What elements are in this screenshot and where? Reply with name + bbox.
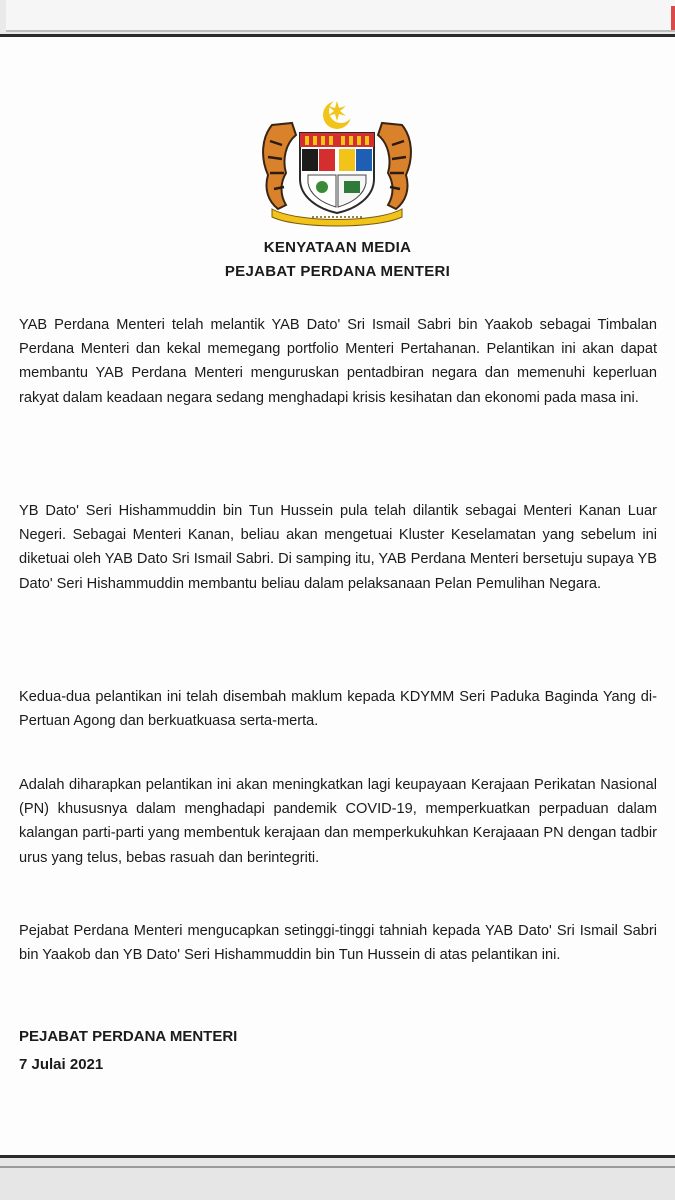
- press-release-document: [0, 34, 675, 1158]
- signature-date: 7 Julai 2021: [19, 1056, 104, 1073]
- coat-of-arms-icon: [252, 97, 422, 229]
- title-office: PEJABAT PERDANA MENTERI: [224, 263, 451, 280]
- paragraph-3: Kedua-dua pelantikan ini telah disembah maklum kepada KDYMM Seri Paduka Baginda Yang di-Pertuan Agong dan berkuatkuasa serta-merta.: [19, 689, 657, 730]
- bottom-bar-line: [0, 1166, 675, 1168]
- signature-office: PEJABAT PERDANA MENTERI: [19, 1028, 238, 1045]
- top-bar-edge: [6, 0, 675, 32]
- paragraph-2: YB Dato' Seri Hishammuddin bin Tun Hussein pula telah dilantik sebagai Menteri Kanan Luar Negeri. Sebagai Menteri Kanan, beliau akan mengetuai Kluster Keselamatan yang sebelum ini diketuai oleh YAB Dato Sri Ismail Sabri. Di samping itu, YAB Perdana Menteri bersetuju supaya YB Dato' Seri Hishammuddin membantu beliau dalam pelaksanaan Pelan Pemulihan Negara.: [19, 503, 657, 592]
- paragraph-4: Adalah diharapkan pelantikan ini akan meningkatkan lagi keupayaan Kerajaan Perikatan Nasional (PN) khususnya dalam menghadapi pandemik COVID-19, memperkuatkan perpaduan dalam kalangan parti-parti yang membentuk kerajaan dan memperkukuhkan Kerajaaan PN dengan tadbir urus yang telus, bebas rasuah dan berintegriti.: [19, 777, 657, 866]
- paragraph-5: Pejabat Perdana Menteri mengucapkan setinggi-tinggi tahniah kepada YAB Dato' Sri Ismail Sabri bin Yaakob dan YB Dato' Seri Hishammuddin bin Tun Hussein di atas pelantikan ini.: [19, 923, 657, 964]
- title-media-statement: KENYATAAN MEDIA: [263, 239, 412, 256]
- paragraph-1: YAB Perdana Menteri telah melantik YAB Dato' Sri Ismail Sabri bin Yaakob sebagai Timbalan Perdana Menteri dan kekal memegang portfolio Menteri Pertahanan. Pelantikan ini akan dapat membantu YAB Perdana Menteri menguruskan pentadbiran negara dan memenuhi keperluan rakyat dalam keadaan negara sedang menghadapi krisis kesihatan dan ekonomi pada masa ini.: [19, 317, 657, 406]
- bottom-bar: [0, 1158, 675, 1200]
- top-bar-accent: [671, 6, 675, 30]
- top-bar: [0, 0, 675, 34]
